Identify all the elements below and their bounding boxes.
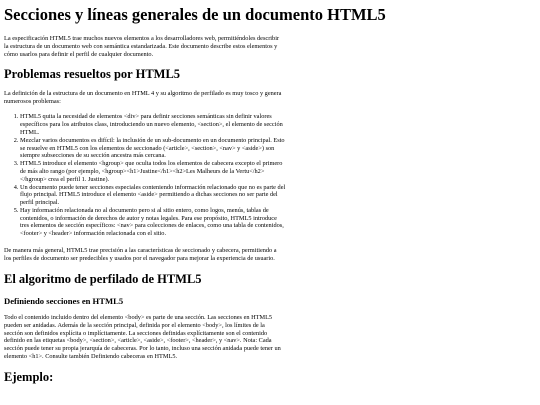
page-title: Secciones y líneas generales de un documento HTML5 [4, 5, 386, 24]
defining-sections-paragraph: Todo el contenido incluido dentro del elemento <body> es parte de una sección. Las secciones en HTML5 pueden ser anidadas. Además de la sección principal, definida por el elemento <body>, los límites de la sección son definidos explícita o implícitamente. La secciones definidas explícitamente son el contenido definido en las etiquetas <body>, <section>, <article>, <aside>, <footer>, <header>, y <nav>. Nota: Cada sección puede tener su propia jerarquía de cabeceras. Por lo tanto, incluso una sección anidada puede tener un elemento <h1>. Consulte también Definiendo cabeceras en HTML5. [4, 314, 281, 361]
intro-paragraph: La especificación HTML5 trae muchos nuevos elementos a los desarrolladores web, permitiéndoles describir la estructura de un documento web con semántica estandarizada. Este documento describe estos elementos y cómo usarlos para definir el perfil de cualquier documento. [4, 34, 280, 58]
problems-list [4, 113, 286, 238]
section-heading-example: Ejemplo: [4, 369, 54, 384]
list-item: 2. Mezclar varios documentos es difícil: la inclusión de un sub-documento en un documento principal. Esto se resuelve en HTML5 con los elementos de seccionado (<article>, <section>, <nav> y <aside>) son siempre subsecciones de su sección ancestra más cercana. [20, 137, 286, 160]
list-item: 3. HTML5 introduce el elemento <hgroup> que oculta todos los elementos de cabecera excepto el primero de más alto rango (por ejemplo, <hgroup><h1>Justine</h1><h2>Les Malheurs de la Vertu</h2></hgroup> crea el perfil 1. Justine). [20, 160, 286, 183]
section-heading-algorithm: El algoritmo de perfilado de HTML5 [4, 271, 202, 286]
subheading-defining-sections: Definiendo secciones en HTML5 [4, 296, 124, 307]
problems-closing-paragraph: De manera más general, HTML5 trae precisión a las características de seccionado y cabecera, permitiendo a los perfiles de documento ser predecibles y usados por el navegador para mejorar la experiencia de usuario. [4, 247, 277, 262]
section-heading-problems: Problemas resueltos por HTML5 [4, 67, 181, 82]
list-item: 4. Un documento puede tener secciones especiales conteniendo información relacionado que no es parte del flujo principal. HTML5 introduce el elemento <aside> permitiendo a dichas secciones no ser parte del perfil principal. [20, 184, 286, 207]
list-item: 1. HTML5 quita la necesidad de elementos <div> para definir secciones semánticas sin definir valores específicos para los atributos class, introduciendo un nuevo elemento, <section>, el elemento de sección HTML. [20, 113, 286, 136]
problems-lead-paragraph: La definición de la estructura de un documento en HTML 4 y su algoritmo de perfilado es muy tosco y genera numerosos problemas: [4, 89, 282, 105]
list-item: 5. Hay información relacionada no al documento pero si al sitio entero, como logos, menús, tablas de contenidos, o información de derechos de autor y notas legales. Para ese propósito, HTML5 introduce tres elementos de sección específicos: <nav> para colecciones de enlaces, como una tabla de contenidos, <footer> y <header> información relacionada con el sitio. [20, 207, 286, 238]
